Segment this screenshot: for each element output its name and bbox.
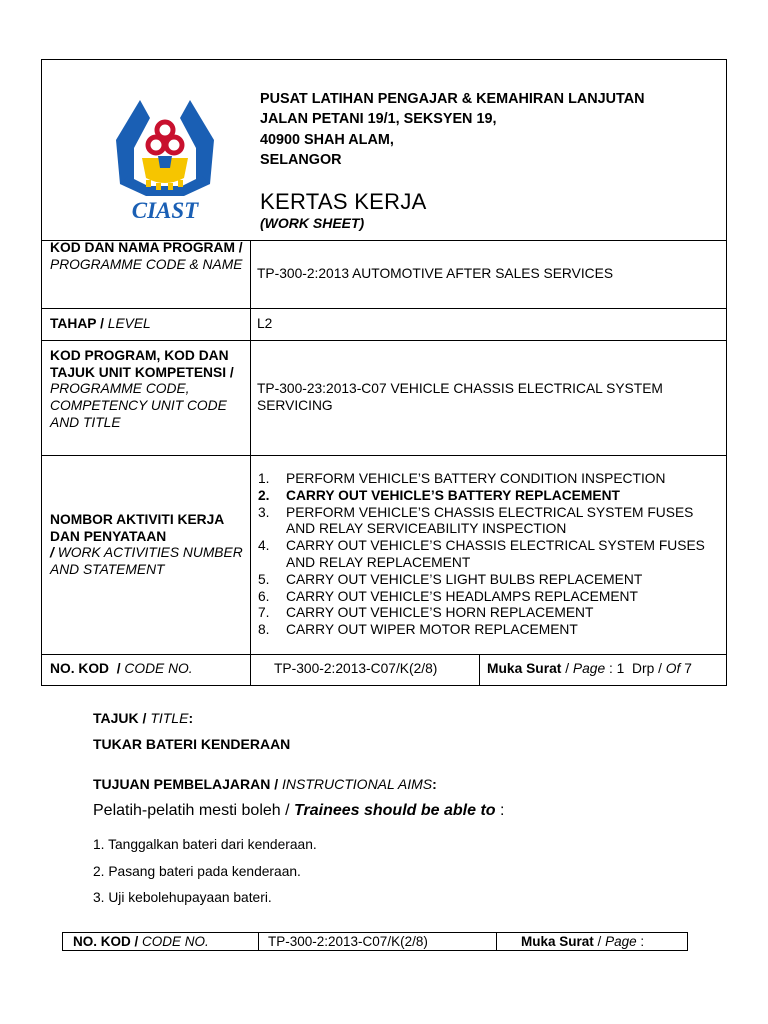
activities-list — [250, 471, 720, 639]
page-colon: : — [608, 661, 613, 676]
page-label-slash: / — [565, 661, 570, 676]
footer-page-italic: Page — [605, 934, 637, 949]
title-label-colon: : — [188, 710, 194, 726]
program-value: TP-300-2:2013 AUTOMOTIVE AFTER SALES SERVICES — [257, 266, 614, 281]
activity-item — [250, 505, 720, 539]
level-label-bold: TAHAP / — [50, 316, 104, 331]
unit-label-bold: KOD PROGRAM, KOD DAN TAJUK UNIT KOMPETENSI / — [50, 348, 234, 380]
level-label-italic: LEVEL — [107, 316, 151, 331]
activity-item — [250, 572, 720, 589]
activity-item — [250, 488, 720, 505]
aims-label-italic: INSTRUCTIONAL AIMS — [282, 776, 433, 792]
aim-item-3: 3. Uji kebolehupayaan bateri. — [93, 890, 272, 905]
activity-number: 1. — [258, 471, 270, 486]
level-label — [50, 316, 151, 333]
activity-item — [250, 605, 720, 622]
level-value: L2 — [257, 316, 273, 331]
address-line-3: SELANGOR — [260, 152, 342, 169]
page-label-italic: Page — [572, 661, 606, 676]
unit-label — [50, 348, 235, 432]
activity-text: CARRY OUT VEHICLE’S LIGHT BULBS REPLACEMENT — [286, 571, 643, 587]
row-divider — [42, 340, 726, 341]
footer-divider — [258, 933, 259, 950]
footer-page-bold: Muka Surat — [521, 934, 594, 949]
logo-wordmark: CIAST — [131, 198, 199, 222]
code-label-slash: / — [116, 661, 121, 676]
footer-page-label — [521, 934, 644, 950]
code-label — [50, 661, 193, 678]
address-line-1: JALAN PETANI 19/1, SEKSYEN 19, — [260, 111, 497, 128]
activity-item — [250, 538, 720, 572]
activities-label-bold: NOMBOR AKTIVITI KERJA DAN PENYATAAN — [50, 512, 224, 544]
activity-text: PERFORM VEHICLE’S BATTERY CONDITION INSPECTION — [286, 471, 666, 486]
aims-label-bold: TUJUAN PEMBELAJARAN / — [93, 776, 279, 792]
code-label-italic: CODE NO. — [124, 661, 193, 676]
activity-text: CARRY OUT VEHICLE’S HEADLAMPS REPLACEMENT — [286, 588, 638, 604]
aims-lead — [93, 802, 504, 820]
footer-code-label-bold: NO. KOD / — [73, 934, 139, 949]
worksheet-header-table — [41, 59, 727, 686]
row-divider — [42, 455, 726, 456]
document-title: KERTAS KERJA — [260, 189, 427, 214]
footer-page-colon: : — [640, 934, 645, 949]
activities-label-slash: / — [50, 545, 54, 561]
ciast-logo — [106, 96, 224, 222]
task-title: TUKAR BATERI KENDERAAN — [93, 736, 291, 752]
aims-list — [93, 832, 317, 912]
title-label — [93, 710, 193, 726]
activity-number: 4. — [258, 538, 270, 554]
activities-label — [50, 512, 246, 579]
aims-label-colon: : — [432, 776, 437, 792]
footer-code-label — [73, 934, 209, 950]
program-label — [50, 240, 246, 273]
activity-text: CARRY OUT VEHICLE’S HORN REPLACEMENT — [286, 605, 594, 621]
footer-divider — [496, 933, 497, 950]
activity-text: CARRY OUT WIPER MOTOR REPLACEMENT — [286, 622, 578, 638]
activity-number: 3. — [258, 504, 270, 520]
activity-number: 6. — [258, 588, 270, 604]
page-drp: Drp — [632, 661, 655, 676]
address-line-2: 40900 SHAH ALAM, — [260, 131, 394, 148]
activity-item — [250, 471, 720, 488]
activity-number: 5. — [258, 571, 270, 587]
aims-lead-colon: : — [500, 802, 505, 819]
institute-name: PUSAT LATIHAN PENGAJAR & KEMAHIRAN LANJUTAN — [260, 91, 645, 107]
footer-code-label-italic: CODE NO. — [142, 934, 209, 949]
code-value: TP-300-2:2013-C07/K(2/8) — [274, 661, 438, 676]
document-subtitle: (WORK SHEET) — [260, 215, 365, 231]
unit-value: TP-300-23:2013-C07 VEHICLE CHASSIS ELECTRICAL SYSTEM SERVICING — [257, 381, 663, 413]
activity-text: CARRY OUT VEHICLE’S BATTERY REPLACEMENT — [286, 487, 620, 503]
aim-item-1: 1. Tanggalkan bateri dari kenderaan. — [93, 837, 317, 852]
activity-item — [250, 622, 720, 639]
page-label-bold: Muka Surat — [487, 661, 562, 676]
page-total: 7 — [684, 661, 692, 676]
title-label-bold: TAJUK / — [93, 710, 147, 726]
activity-number: 7. — [258, 605, 270, 621]
unit-label-italic: PROGRAMME CODE, COMPETENCY UNIT CODE AND TITLE — [50, 381, 227, 430]
row-divider — [42, 308, 726, 309]
aims-lead-italic: Trainees should be able to — [294, 802, 496, 819]
page-number: 1 — [616, 661, 625, 676]
page-of-slash: / — [658, 661, 662, 676]
row-divider — [42, 654, 726, 655]
activity-number: 8. — [258, 622, 270, 638]
aim-item-2: 2. Pasang bateri pada kenderaan. — [93, 863, 301, 879]
institute-address — [260, 89, 645, 171]
program-label-bold: KOD DAN NAMA PROGRAM / — [50, 240, 243, 255]
title-label-italic: TITLE — [150, 710, 189, 726]
aims-lead-text: Pelatih-pelatih mesti boleh / — [93, 802, 290, 819]
footer-page-slash: / — [597, 934, 602, 949]
activity-number: 2. — [258, 487, 270, 503]
activity-item — [250, 589, 720, 606]
page-indicator — [487, 661, 692, 678]
aims-label — [93, 776, 437, 792]
footer-code-value: TP-300-2:2013-C07/K(2/8) — [268, 934, 428, 949]
column-divider — [479, 654, 480, 685]
activity-text: PERFORM VEHICLE’S CHASSIS ELECTRICAL SYSTEM FUSES AND RELAY SERVICEABILITY INSPECTION — [286, 504, 694, 537]
footer-code-table — [62, 932, 688, 951]
program-label-italic: PROGRAMME CODE & NAME — [50, 256, 243, 272]
activities-label-italic-text: WORK ACTIVITIES NUMBER AND STATEMENT — [50, 545, 243, 578]
page-of: Of — [665, 661, 681, 676]
activities-label-italic — [50, 545, 243, 577]
code-label-bold: NO. KOD — [50, 661, 110, 676]
activity-text: CARRY OUT VEHICLE’S CHASSIS ELECTRICAL SYSTEM FUSES AND RELAY REPLACEMENT — [286, 538, 705, 570]
